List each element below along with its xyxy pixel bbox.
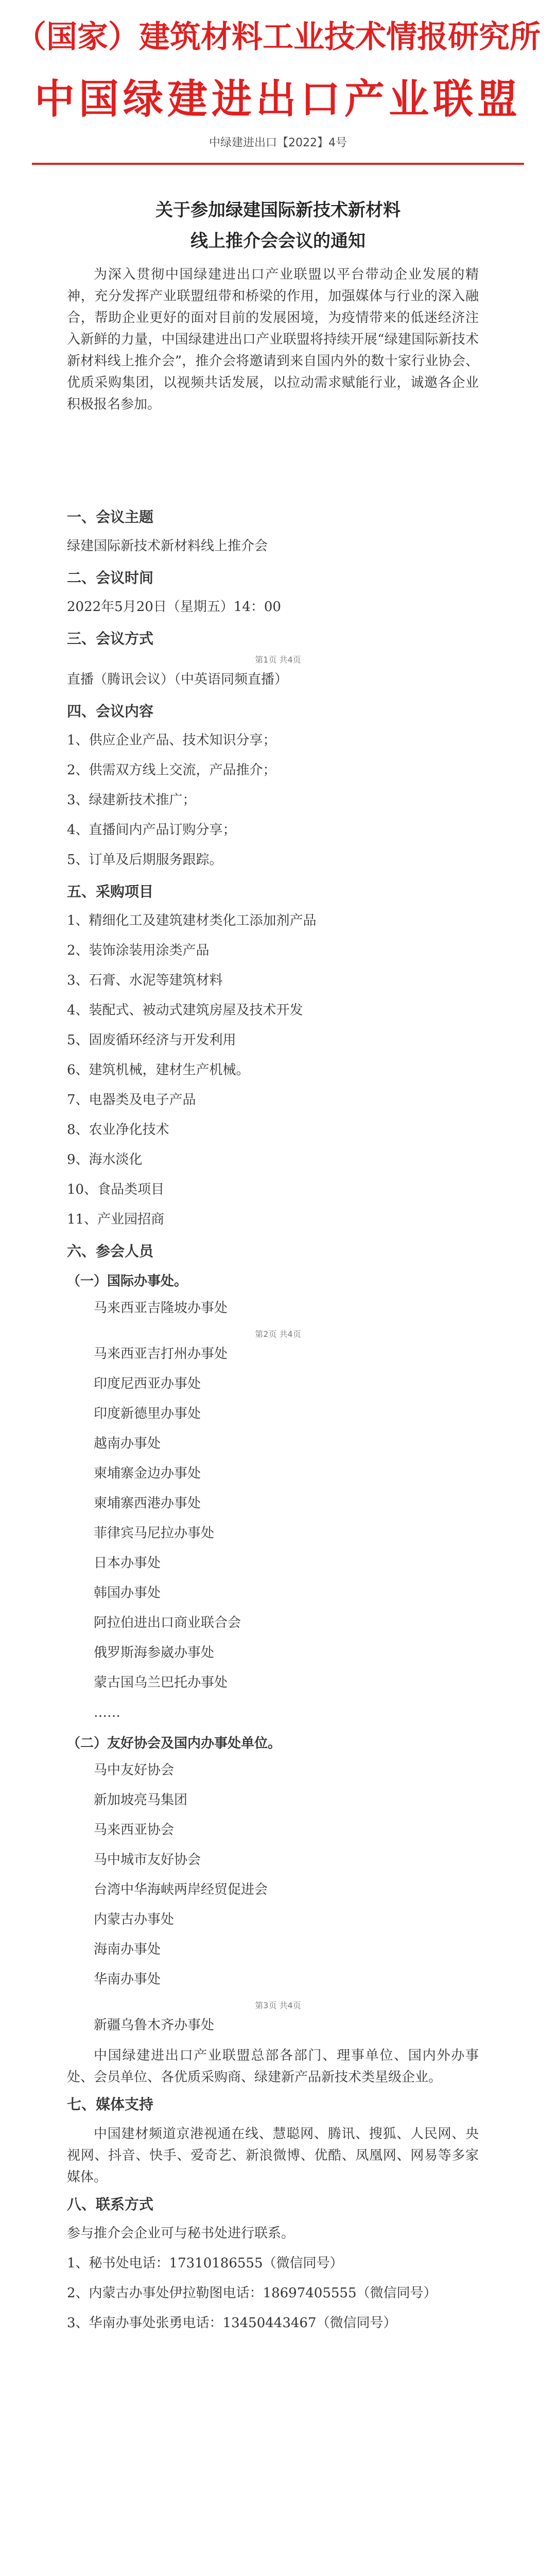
- alliance-title: 中国绿建进出口产业联盟: [34, 76, 522, 123]
- section-heading: 三、会议方式: [67, 630, 154, 647]
- participant-item: 台湾中华海峡两岸经贸促进会: [94, 1882, 268, 1897]
- notice-title: [0, 195, 556, 257]
- section-item: 直播（腾讯会议）（中英语同频直播）: [67, 672, 288, 687]
- section-item: 9、海水淡化: [67, 1152, 143, 1167]
- research-institute-title: （国家）建筑材料工业技术情报研究所: [15, 19, 541, 55]
- domestic-offices-heading: （二）友好协会及国内办事处单位。: [67, 1736, 282, 1751]
- participant-item: 马中友好协会: [94, 1762, 175, 1778]
- page-marker: 第2页 共4页: [255, 1329, 301, 1339]
- notice-title-line-1: 关于参加绿建国际新技术新材料: [155, 200, 401, 221]
- section-item: 1、精细化工及建筑建材类化工添加剂产品: [67, 913, 317, 928]
- participant-item: 印度新德里办事处: [94, 1406, 201, 1421]
- notice-sections: [67, 505, 489, 2343]
- intro-paragraph: 为深入贯彻中国绿建进出口产业联盟以平台带动企业发展的精神，充分发挥产业联盟纽带和桥梁的作用，加强媒体与行业的深入融合，帮助企业更好的面对目前的发展困境，为疫情带来的低迷经济注入新鲜的力量，中国绿建进出口产业联盟将持续开展“绿建国际新技术新材料线上推介会”，推介会将邀请到来自国内外的数十家行业协会、优质采购集团，以视频共话发展，以拉动需求赋能行业，诚邀各企业积极报名参加。: [67, 267, 479, 412]
- contact-item: 2、内蒙古办事处伊拉勒图电话：18697405555（微信同号）: [67, 2285, 437, 2301]
- participant-item: 柬埔寨西港办事处: [94, 1496, 201, 1511]
- contact-intro: 参与推介会企业可与秘书处进行联系。: [67, 2226, 295, 2241]
- participant-item: 马来西亚吉隆坡办事处: [94, 1300, 228, 1316]
- section-item: 3、绿建新技术推广；: [67, 792, 196, 808]
- section-item: 绿建国际新技术新材料线上推介会: [67, 538, 268, 554]
- participant-item: 马来西亚吉打州办事处: [94, 1346, 228, 1362]
- section-heading: 五、采购项目: [67, 883, 154, 900]
- section-heading: 八、联系方式: [67, 2196, 154, 2213]
- section-item: 11、产业园招商: [67, 1212, 165, 1227]
- participant-item: 马中城市友好协会: [94, 1852, 201, 1868]
- section-item: 6、建筑机械，建材生产机械。: [67, 1062, 250, 1078]
- participant-item: 印度尼西亚办事处: [94, 1376, 201, 1392]
- contact-item: 3、华南办事处张勇电话：13450443467（微信同号）: [67, 2315, 397, 2331]
- media-paragraph: 中国建材频道京港视通在线、慧聪网、腾讯、搜狐、人民网、央视网、抖音、快手、爱奇艺、新浪微博、优酷、凤凰网、网易等多家媒体。: [67, 2126, 479, 2185]
- participant-item: 韩国办事处: [94, 1585, 161, 1601]
- participant-item: 海南办事处: [94, 1942, 161, 1957]
- section-heading: 二、会议时间: [67, 569, 154, 586]
- meeting-time-section: [67, 566, 489, 617]
- section-item: 10、食品类项目: [67, 1182, 165, 1197]
- international-offices-heading: （一）国际办事处。: [67, 1274, 188, 1289]
- section-item: 4、直播间内产品订购分享；: [67, 822, 236, 838]
- section-item: 2、供需双方线上交流，产品推介；: [67, 762, 276, 778]
- section-heading: 四、会议内容: [67, 703, 154, 720]
- meeting-content-section: [67, 699, 489, 870]
- procurement-section: [67, 879, 489, 1230]
- participant-item: 俄罗斯海参崴办事处: [94, 1645, 215, 1660]
- participant-item: ……: [94, 1705, 120, 1720]
- participant-item: 华南办事处: [94, 1972, 161, 1987]
- red-rule-line: [32, 163, 524, 165]
- section-heading: 七、媒体支持: [67, 2096, 154, 2113]
- participant-item: 新疆乌鲁木齐办事处: [94, 2018, 215, 2033]
- section-item: 5、固废循环经济与开发利用: [67, 1032, 236, 1048]
- participant-item: 新加坡亮马集团: [94, 1792, 188, 1808]
- section-item: 2、装饰涂装用涂类产品: [67, 943, 210, 958]
- organizer-paragraph: 中国绿建进出口产业联盟总部各部门、理事单位、国内外办事处、会员单位、各优质采购商、绿建新产品新技术类星级企业。: [67, 2048, 479, 2085]
- participant-item: 柬埔寨金边办事处: [94, 1466, 201, 1481]
- contact-item: 1、秘书处电话：17310186555（微信同号）: [67, 2256, 343, 2271]
- section-item: 4、装配式、被动式建筑房屋及技术开发: [67, 1003, 303, 1018]
- section-heading: 一、会议主题: [67, 509, 154, 526]
- participant-item: 阿拉伯进出口商业联合会: [94, 1615, 241, 1631]
- notice-title-line-2: 线上推介会会议的通知: [190, 231, 366, 251]
- page-marker: 第1页 共4页: [255, 655, 301, 665]
- section-item: 8、农业净化技术: [67, 1122, 169, 1138]
- meeting-method-section: [67, 626, 489, 690]
- participant-item: 越南办事处: [94, 1436, 161, 1451]
- meeting-theme-section: [67, 505, 489, 556]
- participant-item: 马来西亚协会: [94, 1822, 175, 1838]
- document-number: 中绿建进出口【2022】4号: [209, 137, 347, 149]
- page-marker: 第3页 共4页: [255, 2001, 301, 2010]
- section-item: 3、石膏、水泥等建筑材料: [67, 973, 223, 988]
- contact-section: [67, 2192, 489, 2333]
- section-item: 2022年5月20日（星期五）14：00: [67, 599, 281, 615]
- section-item: 7、电器类及电子产品: [67, 1092, 196, 1108]
- participant-item: 菲律宾马尼拉办事处: [94, 1526, 215, 1541]
- participant-item: 内蒙古办事处: [94, 1912, 175, 1927]
- participants-section: [67, 1239, 489, 2036]
- participant-item: 日本办事处: [94, 1555, 161, 1571]
- section-item: 5、订单及后期服务跟踪。: [67, 852, 223, 868]
- participant-item: 蒙古国乌兰巴托办事处: [94, 1675, 228, 1690]
- section-item: 1、供应企业产品、技术知识分享；: [67, 733, 276, 748]
- section-heading: 六、参会人员: [67, 1243, 154, 1260]
- media-section: [67, 2092, 489, 2188]
